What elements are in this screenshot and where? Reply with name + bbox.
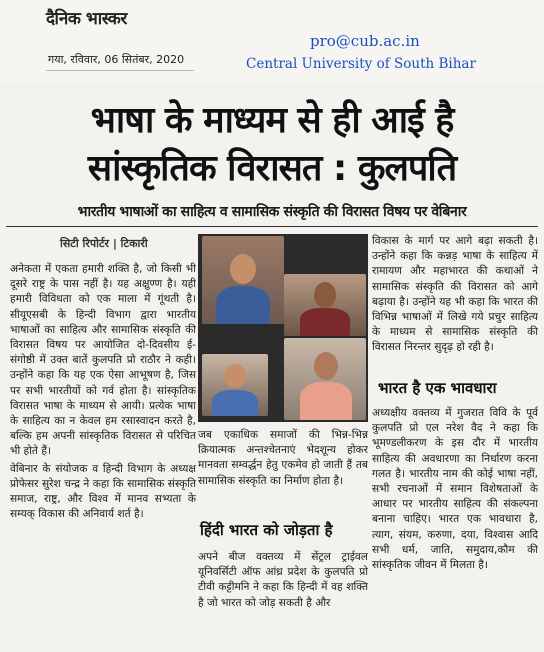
paragraph: विकास के मार्ग पर आगे बढ़ा सकती है। उन्होंने कहा कि कन्नड़ भाषा के साहित्य में रामायण और महाभारत की कथाओं ने सामासिक संस्कृति की विरासत को आगे बढ़ाया है। उन्होंने यह भी कहा कि भारत की विभिन्न भाषाओं में लिखे गये प्रचुर साहित्य के माध्यम से सामासिक संस्कृति की विरासत निरन्तर सुदृढ़ हो रही है। <box>372 235 538 354</box>
masthead <box>0 0 544 82</box>
section-heading: हिंदी भारत को जोड़ता है <box>200 521 333 539</box>
paragraph: अनेकता में एकता हमारी शक्ति है, जो किसी भी दूसरे राष्ट्र के पास नहीं है। यह अक्षुण्ण है। यही हमारी विविधता को एक माला में गूंथती है। सीयूएसबी के हिन्दी विभाग द्वारा भारतीय भाषाओं का साहित्य और सामासिक संस्कृति की विरासत विषय पर आयोजित दो-दिवसीय ई-संगोष्ठी में उक्त बातें कुलपति प्रो राठौर ने कही। उन्होंने कहा कि यह एक ऐसा आभूषण है, जिस पर सभी भारतीयों को गर्व होता है। सांस्कृतिक विरासत भाषा के माध्यम से आयी। प्रत्येक भाषा के साहित्य का न केवल हम रसास्वादन करते है, बल्कि हम अपनी सांस्कृतिक विरासत से परिचित भी होते हैं। <box>10 263 196 458</box>
webinar-screenshot-photo <box>198 234 368 422</box>
participant-body <box>216 286 270 324</box>
participant-body <box>300 382 352 420</box>
participant-body <box>300 308 350 336</box>
university-name: Central University of South Bihar <box>246 56 476 72</box>
section-heading: भारत है एक भावधारा <box>378 379 497 397</box>
participant-video-tile <box>202 236 284 324</box>
article-column-2-bottom <box>198 550 368 646</box>
headline-line-1: भाषा के माध्यम से ही आई है <box>90 100 454 141</box>
participant-head <box>314 282 336 308</box>
paragraph: जब एकाधिक समाजों की भिन्न-भिन्न क्रियात्मक अन्तश्चेतनाएं भेदशून्य होकर मानवता सम्वर्द्धन हेतु एकमेव हो जाती हैं तब सामासिक संस्कृति का निर्माण होता है। <box>198 429 368 487</box>
headline-divider <box>6 226 538 227</box>
participant-head <box>314 352 338 380</box>
byline: सिटी रिपोर्टर | टिकारी <box>60 237 148 250</box>
paragraph: वेबिनार के संयोजक व हिन्दी विभाग के अध्यक्ष प्रोफेसर सुरेश चन्द्र ने कहा कि सामासिक संस्कृति समाज, राष्ट्र, और विश्व में मानव सभ्यता के सम्यक् विकास की अनिवार्य शर्त है। <box>10 462 196 521</box>
headline-line-2: सांस्कृतिक विरासत : कुलपति <box>87 148 457 189</box>
participant-video-tile <box>284 338 366 420</box>
participant-head <box>224 364 246 388</box>
masthead-divider <box>46 70 194 71</box>
article-column-3-bottom <box>372 406 538 646</box>
participant-head <box>230 254 256 284</box>
article-column-3-top <box>372 234 538 380</box>
subheadline: भारतीय भाषाओं का साहित्य व सामासिक संस्कृति की विरासत विषय पर वेबिनार <box>77 204 467 220</box>
paragraph: अपने बीज वक्तव्य में सेंट्रल ट्राईवल यूनिवर्सिटी ऑफ आंध्र प्रदेश के कुलपति प्रो टीवी कट्टीमनि ने कहा कि हिन्दी में वह शक्ति है जो भारत को जोड़ सकती है और <box>198 551 368 609</box>
participant-video-tile <box>284 274 366 336</box>
participant-body <box>212 390 258 416</box>
article-column-2-top <box>198 428 368 508</box>
contact-email: pro@cub.ac.in <box>310 32 420 50</box>
newspaper-logo: दैनिक भास्कर <box>46 9 127 29</box>
article-column-1 <box>10 262 196 646</box>
paragraph: अध्यक्षीय वक्तव्य में गुजरात विवि के पूर्व कुलपति प्रो एल नरेश वैद ने कहा कि भूमण्डलीकरण के इस दौर में भारतीय साहित्य की अवधारणा का निर्धारण करना गलत है। भारतीय नाम की कोई भाषा नहीं, सभी रचनाओं में समान विशेषताओं के आधार पर भारतीय साहित्य की संकल्पना बनाना चाहिए। भारत एक भावधारा है, त्याग, संयम, करुणा, दया, विश्वास आदि सभी धर्म, जाति, समुदाय,कौम की सांस्कृतिक जीवन में मिलता है। <box>372 407 538 572</box>
dateline: गया, रविवार, 06 सितंबर, 2020 <box>48 53 185 66</box>
participant-video-tile <box>202 354 268 416</box>
